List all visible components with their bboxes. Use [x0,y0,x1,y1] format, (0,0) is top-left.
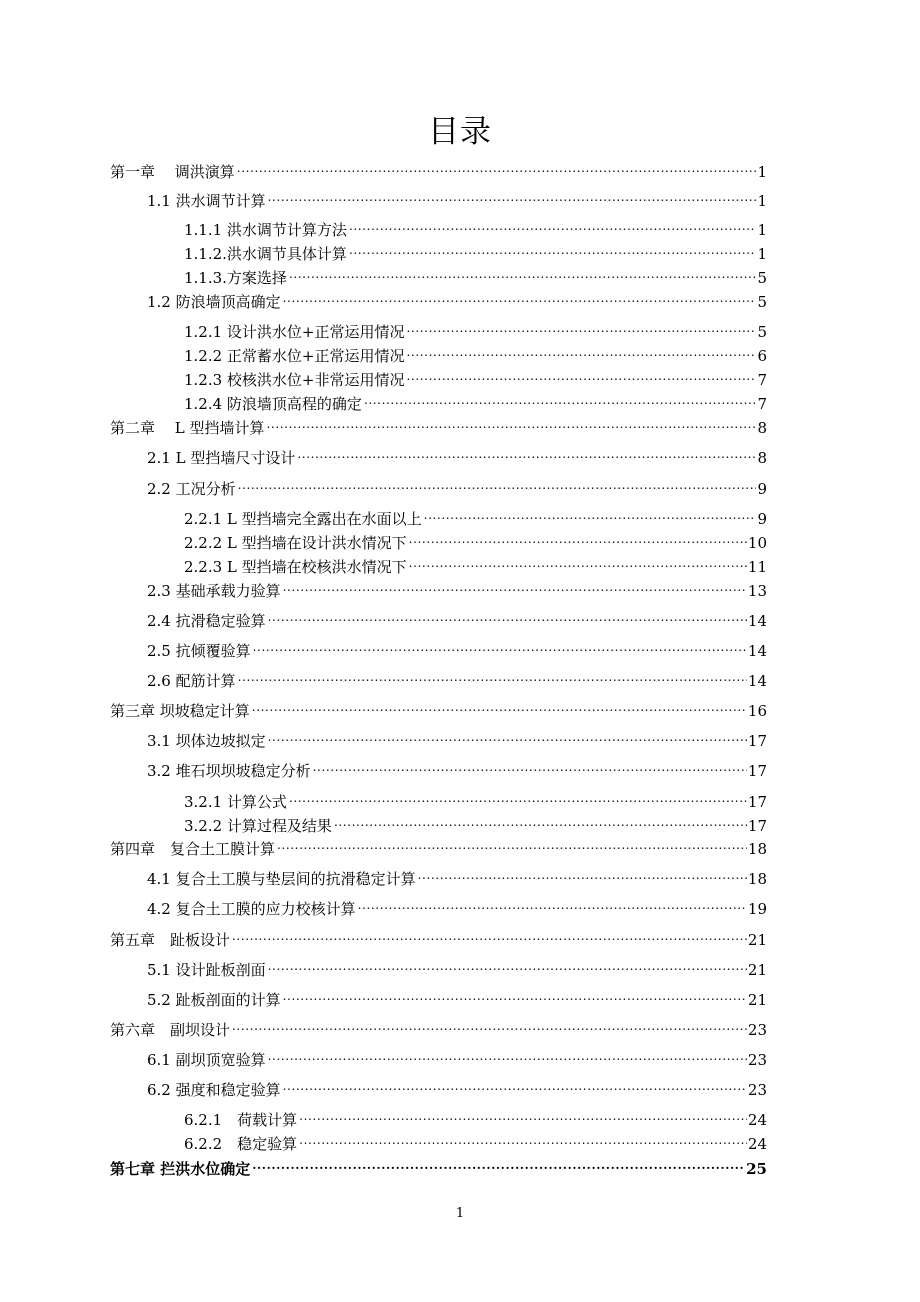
toc-page-number: 25 [746,1160,767,1178]
dot-leader [268,726,747,746]
toc-page-number: 1 [757,245,767,263]
toc-label: 1.2.4 防浪墙顶高程的确定 [184,395,362,413]
toc-label: 6.2.2 稳定验算 [184,1135,298,1153]
toc-section-4-2[interactable] [147,894,767,918]
toc-label: 4.2 复合土工膜的应力校核计算 [147,900,356,918]
toc-section-2-3[interactable] [147,576,767,600]
toc-label: 第七章 拦洪水位确定 [110,1160,251,1178]
toc-label: 3.2 堆石坝坝坡稳定分析 [147,762,311,780]
toc-section-6-1[interactable] [147,1045,767,1069]
dot-leader [267,413,757,433]
dot-leader [289,787,747,807]
toc-subsection-6-2-1[interactable] [184,1105,767,1129]
toc-chapter-5[interactable] [110,925,767,949]
dot-leader [268,606,747,626]
toc-page-number: 11 [747,558,767,576]
toc-page-number: 14 [747,672,767,690]
toc-label: 1.2 防浪墙顶高确定 [147,293,281,311]
toc-subsection-1-2-1[interactable] [184,317,767,341]
toc-section-5-2[interactable] [147,985,767,1009]
dot-leader [252,1154,745,1174]
toc-label: 6.1 副坝顶宽验算 [147,1051,266,1069]
toc-label: 6.2.1 荷载计算 [184,1111,298,1129]
dot-leader [277,834,747,854]
toc-page-number: 17 [747,732,767,750]
toc-subsection-2-2-2[interactable] [184,528,767,552]
toc-label: 1.1.2.洪水调节具体计算 [184,245,347,263]
dot-leader [237,157,757,177]
toc-page-number: 1 [757,192,767,210]
dot-leader [283,576,747,596]
footer-page-number: 1 [455,1206,465,1221]
toc-label: 2.2 工况分析 [147,480,236,498]
toc-section-1-2[interactable] [147,287,767,311]
toc-page-number: 17 [747,793,767,811]
dot-leader [364,389,757,409]
dot-leader [299,1105,747,1125]
toc-page-number: 23 [747,1081,767,1099]
toc-label: 2.1 L 型挡墙尺寸设计 [147,449,296,467]
toc-subsection-1-1-2[interactable] [184,239,767,263]
toc-chapter-4[interactable] [110,834,767,858]
dot-leader [232,1015,747,1035]
toc-page-number: 24 [747,1135,767,1153]
toc-page-number: 6 [757,347,767,365]
dot-leader [297,443,756,463]
toc-label: 5.1 设计趾板剖面 [147,961,266,979]
toc-page-number: 8 [757,419,767,437]
toc-page-number: 5 [757,323,767,341]
toc-page-number: 18 [747,840,767,858]
toc-subsection-2-2-1[interactable] [184,504,767,528]
toc-page-number: 17 [747,817,767,835]
dot-leader [268,186,757,206]
toc-label: 第五章 趾板设计 [110,931,231,949]
toc-label: 2.2.3 L 型挡墙在校核洪水情况下 [184,558,407,576]
toc-label: 第六章 副坝设计 [110,1021,231,1039]
dot-leader [283,287,757,307]
dot-leader [349,239,757,259]
toc-chapter-1[interactable] [110,157,767,181]
toc-subsection-3-2-2[interactable] [184,811,767,835]
toc-label: 5.2 趾板剖面的计算 [147,991,281,1009]
toc-label: 2.2.2 L 型挡墙在设计洪水情况下 [184,534,407,552]
toc-label: 3.2.2 计算过程及结果 [184,817,332,835]
dot-leader [424,504,757,524]
toc-label: 1.2.2 正常蓄水位+正常运用情况 [184,347,405,365]
dot-leader [418,864,747,884]
toc-label: 2.4 抗滑稳定验算 [147,612,266,630]
toc-label: 4.1 复合土工膜与垫层间的抗滑稳定计算 [147,870,416,888]
dot-leader [407,341,757,361]
dot-leader [299,1129,747,1149]
toc-page-number: 17 [747,762,767,780]
toc-section-3-1[interactable] [147,726,767,750]
dot-leader [409,528,747,548]
dot-leader [334,811,747,831]
toc-section-2-2[interactable] [147,474,767,498]
toc-page-number: 21 [747,961,767,979]
toc-page-number: 16 [747,702,767,720]
toc-label: 2.5 抗倾覆验算 [147,642,251,660]
dot-leader [253,636,747,656]
dot-leader [283,1075,747,1095]
toc-label: 6.2 强度和稳定验算 [147,1081,281,1099]
toc-section-1-1[interactable] [147,186,767,210]
toc-subsection-1-2-4[interactable] [184,389,767,413]
toc-section-2-4[interactable] [147,606,767,630]
dot-leader [407,365,757,385]
dot-leader [238,474,757,494]
toc-label: 1.1.1 洪水调节计算方法 [184,221,347,239]
dot-leader [409,552,747,572]
toc-page-number: 18 [747,870,767,888]
toc-page-number: 5 [757,269,767,287]
toc-page-number: 5 [757,293,767,311]
toc-page-number: 9 [757,510,767,528]
toc-subsection-1-2-2[interactable] [184,341,767,365]
toc-page-number: 7 [757,395,767,413]
toc-chapter-6[interactable] [110,1015,767,1039]
toc-page-number: 19 [747,900,767,918]
toc-label: 1.2.1 设计洪水位+正常运用情况 [184,323,405,341]
toc-page-number: 23 [747,1021,767,1039]
dot-leader [313,756,747,776]
toc-page-number: 9 [757,480,767,498]
toc-page-number: 1 [757,221,767,239]
toc-subsection-3-2-1[interactable] [184,787,767,811]
toc-label: 3.2.1 计算公式 [184,793,287,811]
toc-chapter-7[interactable] [110,1154,767,1178]
toc-section-2-1[interactable] [147,443,767,467]
toc-page-number: 14 [747,642,767,660]
toc-subsection-2-2-3[interactable] [184,552,767,576]
toc-label: 第一章 调洪演算 [110,163,235,181]
toc-chapter-3[interactable] [110,696,767,720]
toc-page-number: 13 [747,582,767,600]
toc-label: 第三章 坝坡稳定计算 [110,702,250,720]
toc-page-number: 8 [757,449,767,467]
toc-page-number: 1 [757,163,767,181]
toc-label: 1.1 洪水调节计算 [147,192,266,210]
toc-section-2-5[interactable] [147,636,767,660]
toc-page-number: 21 [747,991,767,1009]
dot-leader [358,894,747,914]
toc-subsection-1-1-1[interactable] [184,215,767,239]
dot-leader [252,696,747,716]
toc-label: 1.2.3 校核洪水位+非常运用情况 [184,371,405,389]
dot-leader [289,263,757,283]
toc-page-number: 14 [747,612,767,630]
toc-title: 目录 [428,114,492,150]
toc-subsection-1-1-3[interactable] [184,263,767,287]
toc-subsection-6-2-2[interactable] [184,1129,767,1153]
dot-leader [268,955,747,975]
toc-section-6-2[interactable] [147,1075,767,1099]
toc-section-3-2[interactable] [147,756,767,780]
dot-leader [268,1045,747,1065]
dot-leader [407,317,757,337]
dot-leader [232,925,747,945]
toc-page-number: 10 [747,534,767,552]
dot-leader [283,985,747,1005]
toc-label: 2.3 基础承载力验算 [147,582,281,600]
toc-label: 第二章 L 型挡墙计算 [110,419,265,437]
toc-chapter-2[interactable] [110,413,767,437]
toc-label: 2.6 配筋计算 [147,672,236,690]
toc-page-number: 7 [757,371,767,389]
toc-section-5-1[interactable] [147,955,767,979]
toc-label: 1.1.3.方案选择 [184,269,287,287]
toc-label: 第四章 复合土工膜计算 [110,840,276,858]
toc-subsection-1-2-3[interactable] [184,365,767,389]
dot-leader [349,215,757,235]
dot-leader [238,666,747,686]
toc-label: 2.2.1 L 型挡墙完全露出在水面以上 [184,510,422,528]
toc-label: 3.1 坝体边坡拟定 [147,732,266,750]
toc-page-number: 24 [747,1111,767,1129]
toc-section-2-6[interactable] [147,666,767,690]
toc-section-4-1[interactable] [147,864,767,888]
toc-page-number: 23 [747,1051,767,1069]
toc-page-number: 21 [747,931,767,949]
